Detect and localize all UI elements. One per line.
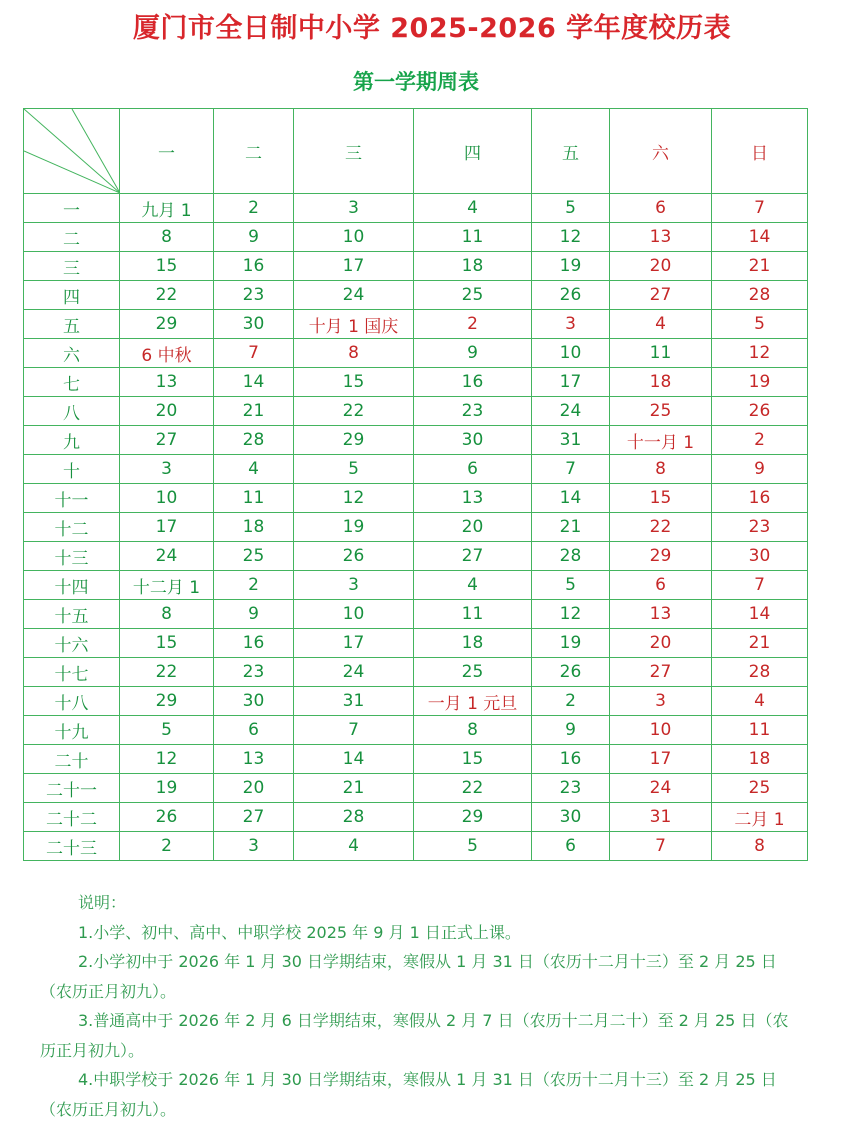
date-cell: 19 [294,513,414,542]
date-cell: 8 [294,339,414,368]
date-cell: 13 [414,484,532,513]
table-row [24,194,808,223]
date-cell: 18 [214,513,294,542]
date-cell: 4 [712,687,808,716]
date-cell: 7 [532,455,610,484]
table-row [24,745,808,774]
date-cell: 17 [294,629,414,658]
date-cell: 16 [712,484,808,513]
date-cell: 31 [610,803,712,832]
date-cell: 7 [214,339,294,368]
date-cell: 20 [610,629,712,658]
date-cell: 28 [294,803,414,832]
date-cell: 4 [414,194,532,223]
date-cell: 30 [712,542,808,571]
date-cell: 15 [120,629,214,658]
date-cell: 3 [214,832,294,861]
week-number-cell: 十 [24,455,120,484]
date-cell: 29 [610,542,712,571]
week-number-cell: 十九 [24,716,120,745]
week-number-cell: 一 [24,194,120,223]
date-cell: 15 [610,484,712,513]
week-number-cell: 十六 [24,629,120,658]
date-cell: 26 [712,397,808,426]
date-cell: 6 [532,832,610,861]
date-cell: 十二月 1 [120,571,214,600]
date-cell: 11 [214,484,294,513]
date-cell: 5 [294,455,414,484]
date-cell: 14 [294,745,414,774]
date-cell: 2 [214,571,294,600]
date-cell: 29 [120,310,214,339]
date-cell: 17 [120,513,214,542]
week-number-cell: 十五 [24,600,120,629]
date-cell: 21 [712,629,808,658]
date-cell: 30 [414,426,532,455]
date-cell: 23 [712,513,808,542]
date-cell: 15 [414,745,532,774]
date-cell: 4 [414,571,532,600]
date-cell: 16 [532,745,610,774]
week-number-cell: 七 [24,368,120,397]
date-cell: 22 [294,397,414,426]
calendar-body [24,194,808,861]
week-number-cell: 二 [24,223,120,252]
date-cell: 25 [214,542,294,571]
date-cell: 10 [610,716,712,745]
date-cell: 4 [294,832,414,861]
date-cell: 17 [532,368,610,397]
date-cell: 21 [712,252,808,281]
date-cell: 5 [532,571,610,600]
date-cell: 24 [294,281,414,310]
date-cell: 27 [610,658,712,687]
week-number-cell: 三 [24,252,120,281]
date-cell: 25 [610,397,712,426]
date-cell: 14 [532,484,610,513]
date-cell: 24 [294,658,414,687]
date-cell: 二月 1 [712,803,808,832]
table-row [24,339,808,368]
page-subtitle: 第一学期周表 [353,70,479,94]
date-cell: 5 [414,832,532,861]
week-number-cell: 十三 [24,542,120,571]
date-cell: 19 [532,252,610,281]
date-cell: 22 [414,774,532,803]
table-row [24,687,808,716]
table-row [24,832,808,861]
date-cell: 9 [414,339,532,368]
date-cell: 12 [712,339,808,368]
date-cell: 9 [532,716,610,745]
date-cell: 2 [712,426,808,455]
table-row [24,368,808,397]
date-cell: 7 [712,194,808,223]
table-row [24,484,808,513]
date-cell: 3 [294,194,414,223]
notes-heading: 说明： [78,893,127,912]
date-cell: 4 [214,455,294,484]
header-row [24,109,808,194]
date-cell: 9 [214,600,294,629]
table-row [24,600,808,629]
week-number-cell: 二十一 [24,774,120,803]
week-number-cell: 二十二 [24,803,120,832]
date-cell: 22 [610,513,712,542]
date-cell: 2 [214,194,294,223]
table-row [24,426,808,455]
table-row [24,252,808,281]
date-cell: 11 [414,600,532,629]
date-cell: 22 [120,281,214,310]
week-number-cell: 十八 [24,687,120,716]
week-number-cell: 六 [24,339,120,368]
weekday-header: 六 [610,109,712,194]
date-cell: 4 [610,310,712,339]
date-cell: 27 [610,281,712,310]
date-cell: 24 [120,542,214,571]
date-cell: 25 [414,281,532,310]
date-cell: 13 [120,368,214,397]
date-cell: 15 [120,252,214,281]
date-cell: 19 [120,774,214,803]
page-title: 厦门市全日制中小学 2025-2026 学年度校历表 [132,13,732,44]
date-cell: 21 [532,513,610,542]
note-item: 3.普通高中于 2026 年 2 月 6 日学期结束，寒假从 2 月 7 日（农历十二月二十）至 2 月 25 日（农历正月初九）。 [40,1011,789,1060]
date-cell: 29 [294,426,414,455]
date-cell: 9 [214,223,294,252]
date-cell: 22 [120,658,214,687]
note-item: 4.中职学校于 2026 年 1 月 30 日学期结束，寒假从 1 月 31 日（农历十二月十三）至 2 月 25 日（农历正月初九）。 [40,1070,777,1119]
date-cell: 28 [214,426,294,455]
date-cell: 18 [414,252,532,281]
date-cell: 23 [414,397,532,426]
table-row [24,281,808,310]
date-cell: 20 [120,397,214,426]
date-cell: 19 [712,368,808,397]
date-cell: 2 [120,832,214,861]
date-cell: 10 [120,484,214,513]
week-number-cell: 九 [24,426,120,455]
date-cell: 30 [214,310,294,339]
date-cell: 5 [532,194,610,223]
date-cell: 26 [120,803,214,832]
date-cell: 23 [214,281,294,310]
date-cell: 8 [712,832,808,861]
date-cell: 23 [214,658,294,687]
weekday-header: 日 [712,109,808,194]
table-row [24,658,808,687]
date-cell: 九月 1 [120,194,214,223]
weekday-header: 四 [414,109,532,194]
notes-list [40,918,798,1125]
date-cell: 18 [610,368,712,397]
date-cell: 14 [712,223,808,252]
date-cell: 5 [712,310,808,339]
date-cell: 25 [414,658,532,687]
date-cell: 28 [712,281,808,310]
date-cell: 8 [414,716,532,745]
date-cell: 27 [414,542,532,571]
date-cell: 7 [294,716,414,745]
date-cell: 27 [214,803,294,832]
date-cell: 18 [414,629,532,658]
date-cell: 8 [120,600,214,629]
table-row [24,571,808,600]
weekday-header: 三 [294,109,414,194]
week-number-cell: 十二 [24,513,120,542]
date-cell: 10 [294,600,414,629]
date-cell: 16 [214,629,294,658]
date-cell: 21 [294,774,414,803]
date-cell: 31 [532,426,610,455]
date-cell: 14 [214,368,294,397]
week-number-cell: 二十 [24,745,120,774]
date-cell: 一月 1 元旦 [414,687,532,716]
week-number-cell: 八 [24,397,120,426]
date-cell: 十月 1 国庆 [294,310,414,339]
date-cell: 13 [214,745,294,774]
weekday-header: 一 [120,109,214,194]
date-cell: 24 [532,397,610,426]
date-cell: 16 [414,368,532,397]
table-row [24,716,808,745]
date-cell: 26 [294,542,414,571]
table-row [24,542,808,571]
date-cell: 17 [610,745,712,774]
date-cell: 11 [610,339,712,368]
date-cell: 2 [532,687,610,716]
weekday-header: 二 [214,109,294,194]
date-cell: 12 [532,600,610,629]
week-number-cell: 十七 [24,658,120,687]
date-cell: 6 [214,716,294,745]
date-cell: 3 [294,571,414,600]
date-cell: 24 [610,774,712,803]
date-cell: 23 [532,774,610,803]
date-cell: 6 中秋 [120,339,214,368]
diagonal-lines-icon [24,109,120,193]
calendar-table [23,108,808,861]
week-number-cell: 十一 [24,484,120,513]
note-item: 1.小学、初中、高中、中职学校 2025 年 9 月 1 日正式上课。 [78,922,521,942]
date-cell: 19 [532,629,610,658]
date-cell: 25 [712,774,808,803]
weekday-header: 五 [532,109,610,194]
date-cell: 9 [712,455,808,484]
date-cell: 12 [120,745,214,774]
table-row [24,774,808,803]
date-cell: 18 [712,745,808,774]
date-cell: 26 [532,281,610,310]
date-cell: 7 [712,571,808,600]
date-cell: 28 [712,658,808,687]
date-cell: 3 [610,687,712,716]
date-cell: 26 [532,658,610,687]
date-cell: 11 [712,716,808,745]
week-number-cell: 十四 [24,571,120,600]
table-row [24,455,808,484]
table-row [24,513,808,542]
date-cell: 12 [294,484,414,513]
date-cell: 10 [294,223,414,252]
date-cell: 十一月 1 [610,426,712,455]
date-cell: 11 [414,223,532,252]
date-cell: 30 [532,803,610,832]
date-cell: 6 [414,455,532,484]
date-cell: 13 [610,600,712,629]
date-cell: 17 [294,252,414,281]
date-cell: 29 [414,803,532,832]
date-cell: 31 [294,687,414,716]
date-cell: 8 [610,455,712,484]
table-row [24,803,808,832]
date-cell: 12 [532,223,610,252]
notes-section [40,888,798,1124]
week-number-cell: 四 [24,281,120,310]
corner-cell [24,109,120,194]
date-cell: 5 [120,716,214,745]
table-row [24,310,808,339]
date-cell: 3 [120,455,214,484]
week-number-cell: 五 [24,310,120,339]
date-cell: 3 [532,310,610,339]
note-item: 2.小学初中于 2026 年 1 月 30 日学期结束，寒假从 1 月 31 日（农历十二月十三）至 2 月 25 日（农历正月初九）。 [40,952,777,1001]
date-cell: 20 [214,774,294,803]
date-cell: 7 [610,832,712,861]
date-cell: 10 [532,339,610,368]
date-cell: 30 [214,687,294,716]
week-number-cell: 二十三 [24,832,120,861]
date-cell: 20 [414,513,532,542]
date-cell: 8 [120,223,214,252]
date-cell: 20 [610,252,712,281]
table-row [24,223,808,252]
date-cell: 2 [414,310,532,339]
date-cell: 15 [294,368,414,397]
date-cell: 16 [214,252,294,281]
date-cell: 13 [610,223,712,252]
date-cell: 6 [610,194,712,223]
table-row [24,629,808,658]
date-cell: 28 [532,542,610,571]
date-cell: 27 [120,426,214,455]
date-cell: 29 [120,687,214,716]
date-cell: 6 [610,571,712,600]
date-cell: 14 [712,600,808,629]
date-cell: 21 [214,397,294,426]
table-row [24,397,808,426]
